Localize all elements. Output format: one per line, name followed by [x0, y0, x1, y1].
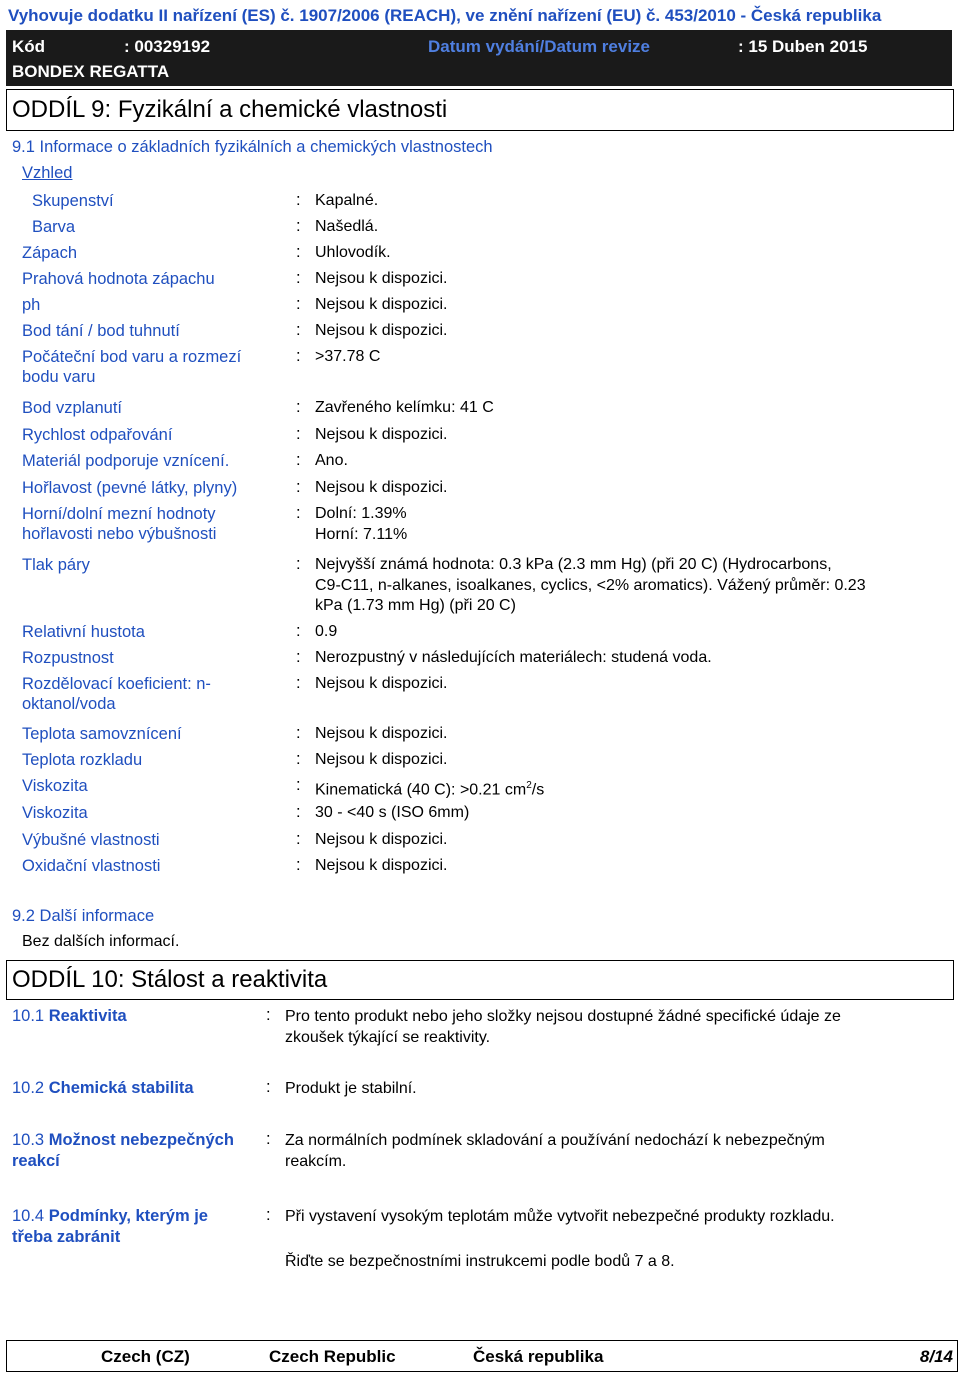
subsection-9-2 — [12, 907, 154, 926]
property-label-line: Teplota samovznícení — [22, 725, 182, 743]
reactivity-item-label — [12, 1078, 194, 1099]
property-value-text: Dolní: 1.39% — [315, 505, 407, 522]
reactivity-item-label — [12, 1206, 208, 1247]
property-value-text: Nejsou k dispozici. — [315, 725, 448, 742]
reactivity-item-number: 10.4 — [12, 1207, 45, 1225]
property-label-line: Bod tání / bod tuhnutí — [22, 322, 180, 340]
property-value-text: Ano. — [315, 452, 348, 469]
property-label-line: Skupenství — [32, 192, 114, 210]
subsection-9-1-title: Informace o základních fyzikálních a chemických vlastnostech — [34, 138, 493, 156]
section-9-title — [12, 96, 447, 124]
property-colon: : — [296, 648, 301, 666]
reactivity-item-label — [12, 1130, 234, 1171]
property-colon: : — [296, 217, 301, 235]
property-value — [315, 295, 448, 316]
property-label-line: Barva — [32, 218, 76, 236]
property-colon: : — [296, 724, 301, 742]
section-9-header — [6, 89, 954, 131]
property-value-text: Zavřeného kelímku: 41 C — [315, 399, 494, 416]
property-value — [315, 648, 712, 669]
reactivity-item-value — [285, 1206, 835, 1272]
property-colon: : — [296, 555, 301, 573]
property-value — [315, 724, 448, 745]
property-value-line — [315, 191, 378, 212]
property-value-line — [315, 776, 544, 801]
reactivity-item-title: Možnost nebezpečných — [44, 1131, 234, 1149]
property-label-line: Hořlavost (pevné látky, plyny) — [22, 479, 238, 497]
reactivity-item-number: 10.2 — [12, 1079, 45, 1097]
property-value-line — [315, 478, 448, 499]
property-label — [22, 269, 215, 289]
property-value — [315, 504, 407, 545]
property-label-line: Rozpustnost — [22, 649, 114, 667]
property-label — [22, 295, 40, 315]
property-value-line — [315, 269, 448, 290]
property-label — [22, 478, 237, 498]
property-value-text: >37.78 C — [315, 348, 381, 365]
property-label-line: Zápach — [22, 244, 78, 262]
property-value-text: Nejsou k dispozici. — [315, 296, 448, 313]
property-colon: : — [296, 504, 301, 522]
property-value — [315, 321, 448, 342]
property-colon: : — [296, 243, 301, 261]
property-value-line — [315, 803, 469, 824]
reactivity-colon: : — [266, 1006, 271, 1024]
footer-country-cs: Česká republika — [473, 1347, 604, 1366]
date-value: : 15 Duben 2015 — [738, 37, 868, 56]
reactivity-label-line — [12, 1078, 194, 1099]
property-label-line: Teplota rozkladu — [22, 751, 143, 769]
property-label — [22, 425, 172, 445]
reactivity-colon: : — [266, 1078, 271, 1096]
property-value-line — [315, 295, 448, 316]
property-value — [315, 398, 494, 419]
property-colon: : — [296, 451, 301, 469]
reactivity-label-line — [12, 1130, 234, 1151]
page-footer — [6, 1340, 958, 1372]
property-value — [315, 856, 448, 877]
property-value — [315, 451, 348, 472]
property-label-line: Prahová hodnota zápachu — [22, 270, 215, 288]
reactivity-value-line: Pro tento produkt nebo jeho složky nejsou dostupné žádné specifické údaje ze — [285, 1008, 841, 1025]
property-value-line — [315, 321, 448, 342]
property-value — [315, 674, 448, 695]
section-9-prefix: ODDÍL 9: — [12, 96, 118, 123]
reactivity-value-line: Při vystavení vysokým teplotám může vytvořit nebezpečné produkty rozkladu. — [285, 1208, 835, 1225]
property-value-text: Kinematická (40 C): >0.21 cm — [315, 781, 527, 799]
property-label — [22, 321, 180, 341]
reactivity-label-line: reakcí — [12, 1151, 60, 1170]
property-colon: : — [296, 856, 301, 874]
property-label — [22, 347, 241, 387]
property-colon: : — [296, 622, 301, 640]
property-value-text: Nejsou k dispozici. — [315, 270, 448, 287]
property-label-line: Rozdělovací koeficient: n- — [22, 675, 211, 693]
property-value-line — [315, 674, 448, 695]
property-label-line: Viskozita — [22, 777, 88, 795]
property-label-line: bodu varu — [22, 368, 96, 386]
property-value-text: Nejsou k dispozici. — [315, 426, 448, 443]
reactivity-item-number: 10.3 — [12, 1131, 45, 1149]
property-label-line: Počáteční bod varu a rozmezí — [22, 348, 242, 366]
regulation-title: Vyhovuje dodatku II nařízení (ES) č. 1907/2006 (REACH), ve znění nařízení (EU) č. 453/2010 - Česká republika — [8, 6, 882, 25]
reactivity-value-line: Řiďte se bezpečnostními instrukcemi podle bodů 7 a 8. — [285, 1253, 675, 1270]
property-value-text: Našedlá. — [315, 218, 379, 235]
property-value-line: Horní: 7.11% — [315, 525, 408, 543]
property-colon: : — [296, 425, 301, 443]
property-value — [315, 750, 448, 771]
property-colon: : — [296, 674, 301, 692]
property-colon: : — [296, 830, 301, 848]
property-colon: : — [296, 776, 301, 794]
property-label — [22, 398, 122, 418]
property-value-line: C9-C11, n-alkanes, isoalkanes, cyclics, <2% aromatics). Vážený průměr: 0.23 — [315, 576, 866, 594]
property-value-line — [315, 347, 380, 368]
reactivity-label-line: třeba zabránit — [12, 1227, 121, 1246]
property-value — [315, 830, 448, 851]
property-label — [32, 191, 114, 211]
reactivity-item-value — [285, 1130, 825, 1172]
property-value-line — [315, 622, 337, 643]
property-label — [22, 243, 77, 263]
reactivity-value-line: zkoušek týkající se reaktivity. — [285, 1029, 491, 1046]
property-value-text: Nejsou k dispozici. — [315, 322, 448, 339]
property-value — [315, 191, 378, 212]
section-10-header — [6, 960, 954, 1000]
code-value: : 00329192 — [124, 37, 211, 56]
property-value-line — [315, 750, 448, 771]
reactivity-item-label — [12, 1006, 127, 1027]
date-label: Datum vydání/Datum revize — [428, 37, 651, 56]
subsection-9-2-body: Bez dalších informací. — [22, 933, 180, 950]
reactivity-label-line — [12, 1206, 208, 1227]
reactivity-colon: : — [266, 1130, 271, 1148]
property-label-line: Bod vzplanutí — [22, 399, 122, 417]
property-label-line: Materiál podporuje vznícení. — [22, 452, 230, 470]
property-value-line — [315, 217, 378, 238]
property-value-text: Nerozpustný v následujících materiálech: studená voda. — [315, 649, 712, 666]
property-label — [22, 803, 88, 823]
property-label-line: Výbušné vlastnosti — [22, 831, 160, 849]
section-10-title: ODDÍL 10: Stálost a reaktivita — [12, 966, 328, 993]
property-value — [315, 217, 378, 238]
property-value-text: Nejsou k dispozici. — [315, 831, 448, 848]
property-label — [22, 648, 114, 668]
reactivity-colon: : — [266, 1206, 271, 1224]
property-colon: : — [296, 347, 301, 365]
property-value — [315, 347, 380, 368]
reactivity-item-value — [285, 1006, 841, 1048]
property-value-text: Nejsou k dispozici. — [315, 751, 448, 768]
property-value — [315, 622, 337, 643]
property-value — [315, 478, 448, 499]
property-value-text: Uhlovodík. — [315, 244, 391, 261]
footer-language: Czech (CZ) — [101, 1347, 190, 1366]
property-label — [22, 622, 145, 642]
property-colon: : — [296, 750, 301, 768]
reactivity-item-title: Chemická stabilita — [44, 1079, 194, 1097]
property-colon: : — [296, 191, 301, 209]
property-label — [22, 504, 216, 544]
property-label-line: Oxidační vlastnosti — [22, 857, 161, 875]
reactivity-item-value — [285, 1078, 417, 1099]
property-label-line: Rychlost odpařování — [22, 426, 173, 444]
reactivity-value-line: Za normálních podmínek skladování a používání nedochází k nebezpečným — [285, 1132, 825, 1149]
property-label — [22, 830, 160, 850]
property-value — [315, 803, 469, 824]
property-value-line — [315, 724, 448, 745]
property-label — [22, 674, 211, 714]
property-value-line — [315, 504, 407, 525]
subsection-9-2-title: Další informace — [34, 907, 155, 925]
property-value-line — [315, 856, 448, 877]
appearance-label: Vzhled — [22, 164, 73, 182]
property-colon: : — [296, 478, 301, 496]
property-label-line: ph — [22, 296, 41, 314]
property-value — [315, 243, 391, 264]
reactivity-value-line: reakcím. — [285, 1153, 347, 1170]
property-label — [22, 451, 229, 471]
property-value-line — [315, 648, 712, 669]
property-label-line: Tlak páry — [22, 556, 90, 574]
property-label — [22, 750, 142, 770]
property-label-line: Horní/dolní mezní hodnoty — [22, 505, 216, 523]
property-label — [22, 856, 160, 876]
property-value-line: kPa (1.73 mm Hg) (při 20 C) — [315, 597, 516, 614]
property-value-line — [315, 243, 391, 264]
property-value — [315, 269, 448, 290]
property-value — [315, 425, 448, 446]
document-header — [6, 30, 952, 86]
reactivity-label-line — [12, 1006, 127, 1027]
property-colon: : — [296, 398, 301, 416]
property-value-text: 0.9 — [315, 623, 338, 640]
reactivity-item-number: 10.1 — [12, 1007, 45, 1025]
property-label-line: Viskozita — [22, 804, 88, 822]
property-label — [22, 555, 90, 575]
property-value-line — [315, 398, 494, 419]
property-value-line — [315, 555, 866, 576]
property-value-text: Kapalné. — [315, 192, 379, 209]
subsection-9-1-number: 9.1 — [12, 138, 35, 156]
property-value-text: Nejsou k dispozici. — [315, 857, 448, 874]
property-colon: : — [296, 295, 301, 313]
section-9-name: Fyzikální a chemické vlastnosti — [117, 96, 448, 123]
property-label-line: oktanol/voda — [22, 695, 116, 713]
property-value-line — [315, 425, 448, 446]
property-value-superscript: 2 — [526, 780, 532, 791]
reactivity-item-title: Reaktivita — [44, 1007, 127, 1025]
property-label — [32, 217, 75, 237]
property-colon: : — [296, 269, 301, 287]
property-value-line — [315, 830, 448, 851]
property-value-text: Nejsou k dispozici. — [315, 675, 448, 692]
property-label-line: hořlavosti nebo výbušnosti — [22, 525, 217, 543]
property-label — [22, 776, 88, 796]
property-value — [315, 555, 866, 617]
property-value-text: Nejvyšší známá hodnota: 0.3 kPa (2.3 mm Hg) (při 20 C) (Hydrocarbons, — [315, 556, 832, 573]
code-label: Kód — [12, 37, 46, 56]
subsection-9-2-number: 9.2 — [12, 907, 35, 925]
property-value-text: 30 - <40 s (ISO 6mm) — [315, 804, 470, 821]
property-value-text: Nejsou k dispozici. — [315, 479, 448, 496]
property-label — [22, 724, 182, 744]
subsection-9-1 — [12, 138, 493, 157]
property-value — [315, 776, 544, 801]
product-name: BONDEX REGATTA — [12, 62, 170, 81]
property-value-line — [315, 451, 348, 472]
property-colon: : — [296, 321, 301, 339]
reactivity-value-line: Produkt je stabilní. — [285, 1080, 417, 1097]
property-value-tail: /s — [531, 781, 545, 799]
footer-country-en: Czech Republic — [269, 1347, 396, 1366]
property-label-line: Relativní hustota — [22, 623, 145, 641]
footer-page-number: 8/14 — [919, 1347, 953, 1366]
reactivity-item-title: Podmínky, kterým je — [44, 1207, 208, 1225]
property-colon: : — [296, 803, 301, 821]
